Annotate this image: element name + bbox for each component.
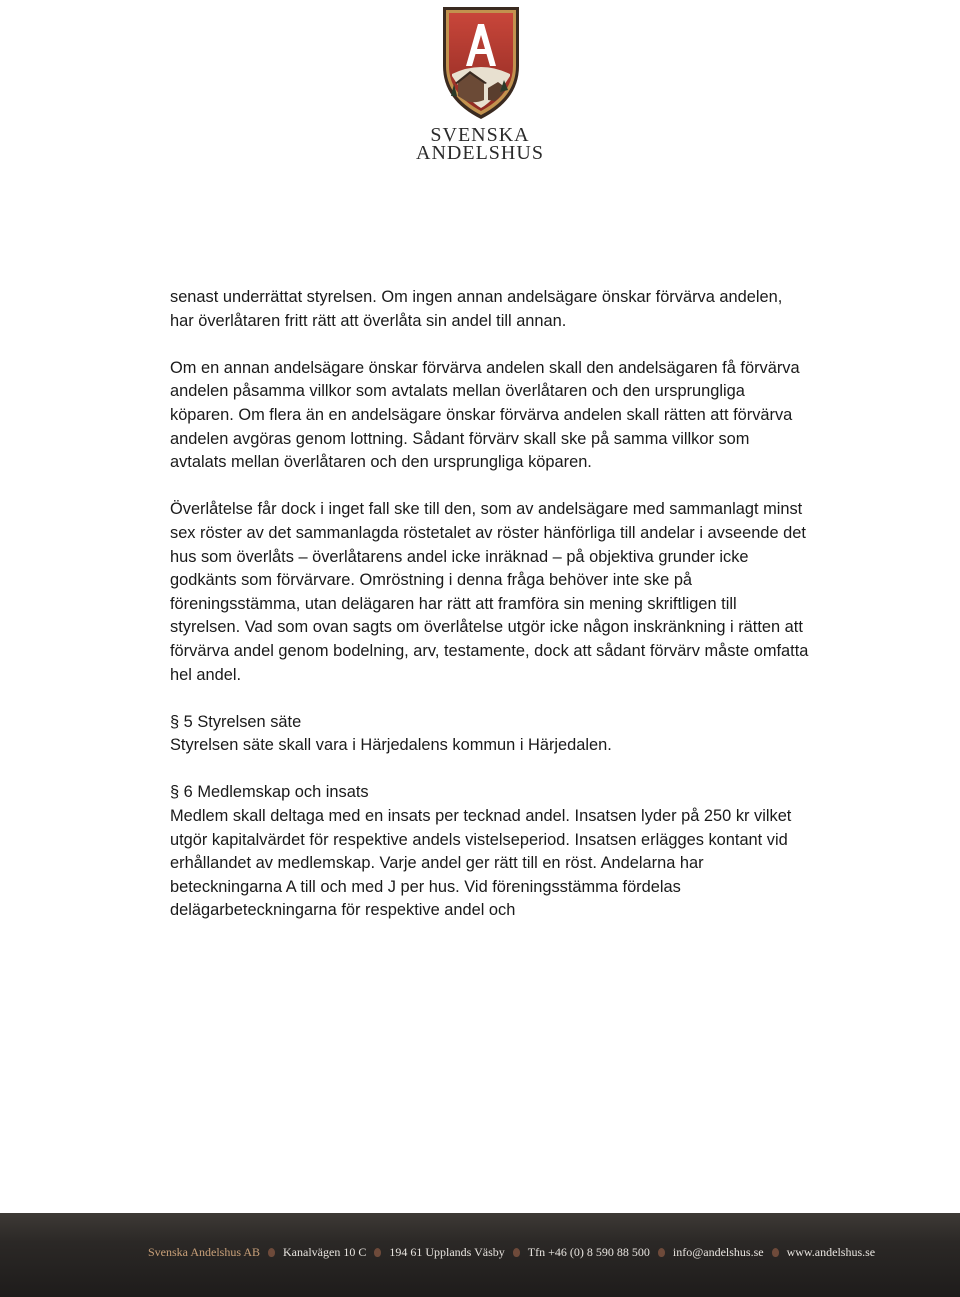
footer-contact-line <box>148 1245 875 1260</box>
paragraph: Om en annan andelsägare önskar förvärva andelen skall den andelsägaren få förvärva andelen påsamma villkor som avtalats mellan överlåtaren och den ursprungliga köparen. Om flera än en andelsägare önskar förvärva andelen skall rätten att förvärva andelen avgöras genom lottning. Sådant förvärv skall ske på samma villkor som avtalats mellan överlåtaren och den ursprungliga köparen. <box>170 358 800 472</box>
footer-phone: Tfn +46 (0) 8 590 88 500 <box>527 1245 650 1259</box>
footer-postal: 194 61 Upplands Väsby <box>389 1245 505 1259</box>
page-header <box>0 0 960 175</box>
footer-company: Svenska Andelshus AB <box>148 1245 261 1259</box>
page-footer <box>0 1213 960 1297</box>
section-heading: § 5 Styrelsen säte <box>170 712 302 731</box>
acorn-bullet-icon <box>658 1248 665 1257</box>
section-heading: § 6 Medlemskap och insats <box>170 783 369 802</box>
andelshus-shield-logo <box>440 4 522 122</box>
acorn-bullet-icon <box>513 1248 520 1257</box>
footer-website[interactable]: www.andelshus.se <box>786 1245 876 1259</box>
document-body <box>170 286 810 947</box>
footer-email[interactable]: info@andelshus.se <box>672 1245 764 1259</box>
acorn-bullet-icon <box>374 1248 381 1257</box>
brand-name-line2: ANDELSHUS <box>416 142 544 164</box>
section-text: Medlem skall deltaga med en insats per tecknad andel. Insatsen lyder på 250 kr vilket utgör kapitalvärdet för respektive andels vistelseperiod. Insatsen erlägges kontant vid erhållandet av medlemskap. Varje andel ger rätt till en röst. Andelarna har beteckningarna A till och med J per hus. Vid föreningsstämma fördelas delägarbeteckningarna för respektive andel och <box>170 807 792 920</box>
brand-name-line1: SVENSKA <box>430 124 530 146</box>
acorn-bullet-icon <box>268 1248 275 1257</box>
section-text: Styrelsen säte skall vara i Härjedalens kommun i Härjedalen. <box>170 736 612 755</box>
footer-address: Kanalvägen 10 C <box>283 1245 367 1259</box>
paragraph: Överlåtelse får dock i inget fall ske till den, som av andelsägare med sammanlagt minst sex röster av det sammanlagda röstetalet av röster hänförliga till andelar i avseende det hus som överlåts – överlåtarens andel icke inräknad – på objektiva grunder icke godkänts som förvärvare. Omröstning i denna fråga behöver inte ske på föreningsstämma, utan delägaren har rätt att framföra sin mening skriftligen till styrelsen. Vad som ovan sagts om överlåtelse utgör icke någon inskränkning i rätten att förvärva andel genom bodelning, arv, testamente, dock att sådant förvärv måste omfatta hel andel. <box>170 500 809 684</box>
paragraph: senast underrättat styrelsen. Om ingen annan andelsägare önskar förvärva andelen, har överlåtaren fritt rätt att överlåta sin andel till annan. <box>170 288 783 330</box>
acorn-bullet-icon <box>772 1248 779 1257</box>
